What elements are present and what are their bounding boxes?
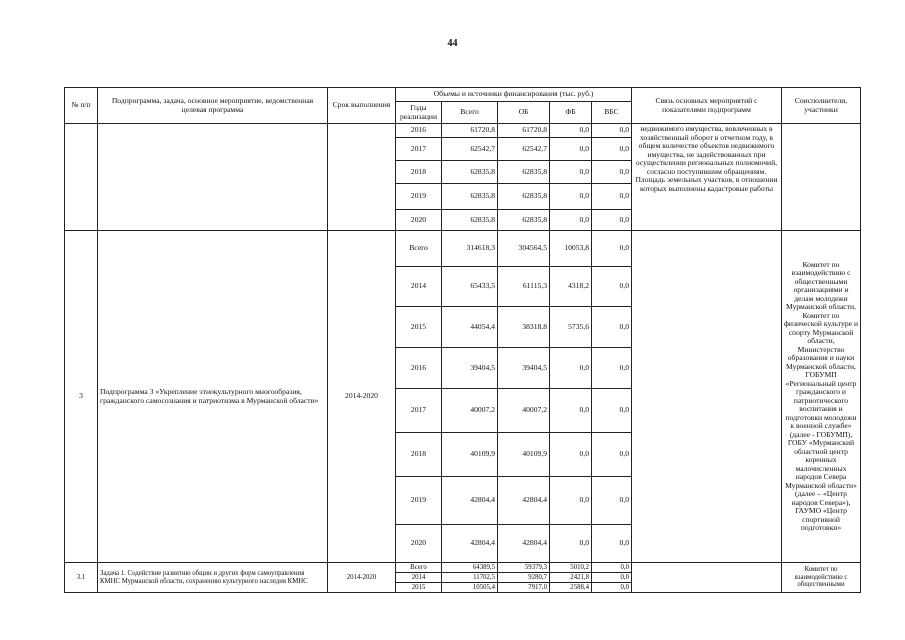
fb-cell: 0,0 — [550, 389, 592, 433]
total-cell: 314618,3 — [442, 231, 498, 267]
fb-cell: 5735,6 — [550, 307, 592, 348]
total-cell: 62542,7 — [442, 138, 498, 161]
subprogram-coexecutors: Комитет по взаимодействию с общественными организациями и делам молодежи Мурманской области, Комитет по физической культуре и спорту Мурманской области, Министерство образования и науки Мурманской области, ГОБУМП «Региональный центр гражданского и патриотического воспитания и подготовки молодежи к военной службе» (далее - ГОБУМП), ГОБУ «Мурманский областной центр коренных малочисленных народов Севера Мурманской области» (далее – «Центр народов Севера»), ГАУМО «Центр спортивной подготовки» — [782, 231, 861, 563]
total-cell: 62835,8 — [442, 184, 498, 210]
header-coexecutors: Соисполнители, участники — [782, 88, 861, 124]
year-cell: 2015 — [396, 307, 442, 348]
year-cell: 2020 — [396, 525, 442, 563]
ob-cell: 62835,8 — [498, 184, 550, 210]
vbs-cell: 0,0 — [592, 583, 632, 593]
header-years: Годы реализации — [396, 102, 442, 124]
header-total: Всего — [442, 102, 498, 124]
vbs-cell: 0,0 — [592, 573, 632, 583]
fb-cell: 5010,2 — [550, 563, 592, 573]
header-link: Связь основных мероприятий с показателями подпрограмм — [632, 88, 782, 124]
ob-cell: 38318,8 — [498, 307, 550, 348]
fb-cell: 0,0 — [550, 184, 592, 210]
vbs-cell: 0,0 — [592, 389, 632, 433]
link-indicators-cell: недвижимого имущества, вовлеченных в хозяйственный оборот в отчетном году, в общем количестве объектов недвижимого имущества, не задействованных при осуществлении региональных полномочий, согласно поступившим обращениям. Площадь земельных участков, в отношении которых выполнены кадастровые работы — [632, 124, 782, 231]
fb-cell: 10053,8 — [550, 231, 592, 267]
ob-cell: 61115,3 — [498, 267, 550, 307]
financing-table — [64, 87, 861, 593]
year-cell: 2016 — [396, 124, 442, 138]
vbs-cell: 0,0 — [592, 433, 632, 477]
ob-cell: 40109,9 — [498, 433, 550, 477]
year-cell: Всего — [396, 563, 442, 573]
prev-coexec-cell — [782, 124, 861, 231]
subprogram-term: 2014-2020 — [328, 231, 396, 563]
fb-cell: 0,0 — [550, 138, 592, 161]
fb-cell: 2588,4 — [550, 583, 592, 593]
year-cell: 2015 — [396, 583, 442, 593]
year-cell: 2016 — [396, 348, 442, 389]
year-cell: 2018 — [396, 433, 442, 477]
year-cell: Всего — [396, 231, 442, 267]
prev-term-cell — [328, 124, 396, 231]
total-cell: 65433,5 — [442, 267, 498, 307]
fb-cell: 0,0 — [550, 433, 592, 477]
fb-cell: 0,0 — [550, 161, 592, 184]
year-cell: 2017 — [396, 138, 442, 161]
header-num: № п/п — [65, 88, 98, 124]
header-fb: ФБ — [550, 102, 592, 124]
header-term: Срок выполнения — [328, 88, 396, 124]
fb-cell: 0,0 — [550, 348, 592, 389]
fb-cell: 4318,2 — [550, 267, 592, 307]
total-cell: 64389,5 — [442, 563, 498, 573]
vbs-cell: 0,0 — [592, 138, 632, 161]
fb-cell: 0,0 — [550, 210, 592, 231]
vbs-cell: 0,0 — [592, 124, 632, 138]
vbs-cell: 0,0 — [592, 477, 632, 525]
task-link-cell — [632, 563, 782, 593]
fb-cell: 0,0 — [550, 525, 592, 563]
total-cell: 62835,8 — [442, 161, 498, 184]
header-program: Подпрограмма, задача, основное мероприятие, ведомственная целевая программа — [98, 88, 328, 124]
year-cell: 2019 — [396, 184, 442, 210]
year-cell: 2014 — [396, 573, 442, 583]
task-coexecutors: Комитет по взаимодействию с общественными — [782, 563, 861, 593]
table-row — [65, 124, 861, 138]
vbs-cell: 0,0 — [592, 161, 632, 184]
ob-cell: 61720,8 — [498, 124, 550, 138]
year-cell: 2019 — [396, 477, 442, 525]
vbs-cell: 0,0 — [592, 231, 632, 267]
total-cell: 39404,5 — [442, 348, 498, 389]
vbs-cell: 0,0 — [592, 184, 632, 210]
ob-cell: 39404,5 — [498, 348, 550, 389]
vbs-cell: 0,0 — [592, 525, 632, 563]
total-cell: 61720,8 — [442, 124, 498, 138]
ob-cell: 62542,7 — [498, 138, 550, 161]
task-name: Задача 1. Содействие развитию общин и других форм самоуправления КМНС Мурманской области, сохранению культурного наследия КМНС — [98, 563, 328, 593]
fb-cell: 0,0 — [550, 124, 592, 138]
table-row — [65, 563, 861, 573]
task-num: 3.1 — [65, 563, 98, 593]
total-cell: 11702,5 — [442, 573, 498, 583]
total-cell: 42804,4 — [442, 525, 498, 563]
subprogram-name: Подпрограмма 3 «Укрепление этнокультурного многообразия, гражданского самосознания и патриотизма в Мурманской области» — [98, 231, 328, 563]
ob-cell: 304564,5 — [498, 231, 550, 267]
subprogram-num: 3 — [65, 231, 98, 563]
ob-cell: 42804,4 — [498, 477, 550, 525]
table-row — [65, 231, 861, 267]
total-cell: 62835,8 — [442, 210, 498, 231]
subprogram-link-cell — [632, 231, 782, 563]
header-vbs: ВБС — [592, 102, 632, 124]
ob-cell: 9280,7 — [498, 573, 550, 583]
ob-cell: 62835,8 — [498, 161, 550, 184]
ob-cell: 40007,2 — [498, 389, 550, 433]
vbs-cell: 0,0 — [592, 348, 632, 389]
total-cell: 10505,4 — [442, 583, 498, 593]
total-cell: 40007,2 — [442, 389, 498, 433]
year-cell: 2018 — [396, 161, 442, 184]
prev-num-cell — [65, 124, 98, 231]
header-funding: Объемы и источники финансирования (тыс. руб.) — [396, 88, 632, 102]
ob-cell: 7917,0 — [498, 583, 550, 593]
vbs-cell: 0,0 — [592, 210, 632, 231]
ob-cell: 59379,3 — [498, 563, 550, 573]
fb-cell: 0,0 — [550, 477, 592, 525]
prev-program-cell — [98, 124, 328, 231]
vbs-cell: 0,0 — [592, 563, 632, 573]
page-number: 44 — [447, 38, 458, 49]
year-cell: 2020 — [396, 210, 442, 231]
year-cell: 2014 — [396, 267, 442, 307]
vbs-cell: 0,0 — [592, 307, 632, 348]
fb-cell: 2421,8 — [550, 573, 592, 583]
total-cell: 42804,4 — [442, 477, 498, 525]
ob-cell: 42804,4 — [498, 525, 550, 563]
total-cell: 40109,9 — [442, 433, 498, 477]
year-cell: 2017 — [396, 389, 442, 433]
header-ob: ОБ — [498, 102, 550, 124]
vbs-cell: 0,0 — [592, 267, 632, 307]
task-term: 2014-2020 — [328, 563, 396, 593]
total-cell: 44054,4 — [442, 307, 498, 348]
ob-cell: 62835,8 — [498, 210, 550, 231]
